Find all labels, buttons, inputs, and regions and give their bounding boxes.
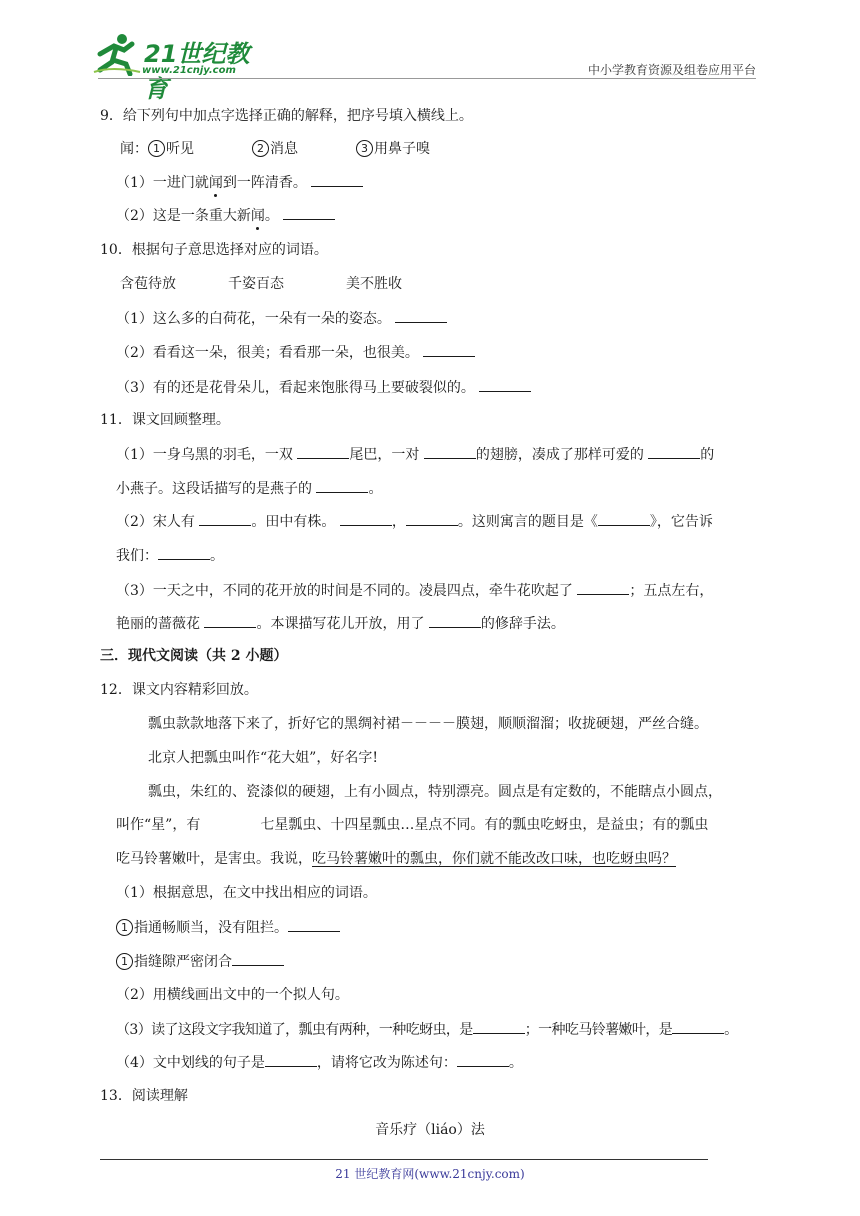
q9-options <box>120 139 430 159</box>
answer-blank[interactable] <box>340 511 392 526</box>
q12-sub-2: （2）用横线画出文中的一个拟人句。 <box>116 987 349 1003</box>
q9-s1-text-end: 到一阵清香。 <box>222 175 307 191</box>
q11-text: 。 <box>210 548 224 564</box>
answer-blank[interactable] <box>479 377 531 392</box>
page-header <box>0 0 860 103</box>
q11-line-2 <box>116 478 382 499</box>
q12-paragraph-3-line-2 <box>116 815 708 835</box>
answer-blank[interactable] <box>297 444 349 459</box>
answer-blank[interactable] <box>424 444 476 459</box>
circled-number-icon: 1 <box>116 919 133 936</box>
answer-blank[interactable] <box>316 478 368 493</box>
q12-text: 指缝隙严密闭合 <box>134 954 232 970</box>
answer-blank[interactable] <box>648 444 700 459</box>
q11-text: 的翅膀，凑成了那样可爱的 <box>475 447 644 463</box>
q9-sentence-1 <box>116 172 363 193</box>
q11-text: （3）一天之中，不同的花开放的时间是不同的。凌晨四点，牵牛花吹起了 <box>116 583 573 599</box>
q10-word-3: 美不胜收 <box>346 276 402 292</box>
answer-blank[interactable] <box>423 342 475 357</box>
q10-sentence-1 <box>116 308 447 329</box>
q9-s2-dotted-char: 闻 <box>250 208 265 224</box>
circled-number-icon: 3 <box>356 140 373 157</box>
q12-text: （4）文中划线的句子是 <box>116 1055 265 1071</box>
q12-text: 七星瓢虫、十四星瓢虫…星点不同。有的瓢虫吃蚜虫，是益虫；有的瓢虫 <box>260 817 709 833</box>
q11-text: 艳丽的蔷薇花 <box>116 616 200 632</box>
header-divider <box>98 78 756 79</box>
q9-option-2: 消息 <box>270 141 298 157</box>
q12-text: ，请将它改为陈述句： <box>316 1055 457 1071</box>
q12-paragraph-1: 瓢虫款款地落下来了，折好它的黑绸衬裙－－－－膜翅，顺顺溜溜；收拢硬翅，严丝合缝。 <box>148 716 708 732</box>
q11-text: 。本课描写花儿开放，用了 <box>256 616 425 632</box>
q12-sub-1: （1）根据意思，在文中找出相应的词语。 <box>116 885 377 901</box>
footer-divider <box>100 1159 708 1160</box>
q10-word-1: 含苞待放 <box>120 276 176 292</box>
q13-stem: 13．阅读理解 <box>100 1088 188 1104</box>
answer-blank[interactable] <box>457 1052 509 1067</box>
q9-s1-dotted-char: 闻 <box>208 175 223 191</box>
q13-passage-title: 音乐疗（liáo）法 <box>375 1122 485 1138</box>
q11-line-5 <box>116 580 713 601</box>
q12-sub-3 <box>116 1019 738 1040</box>
q12-paragraph-2: 北京人把瓢虫叫作“花大姐”，好名字! <box>148 750 378 766</box>
answer-blank[interactable] <box>288 917 340 932</box>
q12-sub-4 <box>116 1052 523 1073</box>
q11-text: 。这则寓言的题目是《 <box>457 514 598 530</box>
q11-text: 》，它告诉 <box>649 514 713 530</box>
q10-s1-text: （1）这么多的白荷花，一朵有一朵的姿态。 <box>116 311 391 327</box>
q11-text: （2）宋人有 <box>116 514 195 530</box>
q12-text: 。 <box>724 1022 738 1038</box>
q12-text: （3）读了这段文字我知道了，瓢虫有两种，一种吃蚜虫，是 <box>116 1022 473 1038</box>
q12-text: 指通畅顺当，没有阻拦。 <box>134 920 288 936</box>
answer-blank[interactable] <box>199 511 251 526</box>
q9-s2-text-end: 。 <box>264 208 279 224</box>
site-logo <box>92 32 262 103</box>
q12-underlined-sentence: 吃马铃薯嫩叶的瓢虫，你们就不能改改口味，也吃蚜虫吗？ <box>312 851 676 867</box>
answer-blank[interactable] <box>473 1019 525 1034</box>
answer-blank[interactable] <box>232 951 284 966</box>
answer-blank[interactable] <box>672 1019 724 1034</box>
q9-stem: 9．给下列句中加点字选择正确的解释，把序号填入横线上。 <box>100 108 473 124</box>
q11-text: 。 <box>368 481 383 497</box>
q12-sub-1a <box>116 917 340 938</box>
q12-stem: 12．课文内容精彩回放。 <box>100 682 258 698</box>
q11-line-1 <box>116 444 714 465</box>
q12-sub-1b <box>116 951 284 972</box>
q11-line-4 <box>116 545 224 566</box>
answer-blank[interactable] <box>158 545 210 560</box>
circled-number-icon: 1 <box>148 140 165 157</box>
answer-blank[interactable] <box>395 308 447 323</box>
section-heading: 三．现代文阅读（共 2 小题） <box>100 648 288 664</box>
q10-word-2: 千姿百态 <box>228 276 284 292</box>
q12-paragraph-3-line-3 <box>116 849 676 869</box>
q11-text: 。田中有株。 <box>251 514 336 530</box>
q9-option-3: 用鼻子嗅 <box>374 141 430 157</box>
q12-text: 。 <box>508 1055 523 1071</box>
q10-s3-text: （3）有的还是花骨朵儿，看起来饱胀得马上要破裂似的。 <box>116 380 475 396</box>
q10-sentence-3 <box>116 377 531 398</box>
q9-s2-text: （2）这是一条重大新 <box>116 208 251 224</box>
brand-url: www.21cnjy.com <box>142 65 236 76</box>
answer-blank[interactable] <box>311 172 363 187</box>
runner-logo-icon <box>92 32 142 76</box>
answer-blank[interactable] <box>577 580 629 595</box>
page-footer: 21 世纪教育网(www.21cnjy.com) <box>335 1167 525 1181</box>
q12-text: ；一种吃马铃薯嫩叶，是 <box>524 1022 673 1038</box>
q11-text: ；五点左右， <box>629 583 714 599</box>
q12-text: 叫作“星”，有 <box>116 817 201 833</box>
q9-sentence-2 <box>116 205 335 226</box>
q11-stem: 11．课文回顾整理。 <box>100 412 230 428</box>
answer-blank[interactable] <box>283 205 335 220</box>
q10-word-bank <box>120 274 402 294</box>
q10-sentence-2 <box>116 342 475 363</box>
q11-text: ， <box>391 514 406 530</box>
answer-blank[interactable] <box>429 613 481 628</box>
circled-number-icon: 2 <box>252 140 269 157</box>
q12-text: 吃马铃薯嫩叶，是害虫。我说， <box>116 851 312 867</box>
answer-blank[interactable] <box>406 511 458 526</box>
platform-tagline: 中小学教育资源及组卷应用平台 <box>587 63 756 77</box>
answer-blank[interactable] <box>598 511 650 526</box>
q11-text: 小燕子。这段话描写的是燕子的 <box>116 481 312 497</box>
q11-text: 的 <box>700 447 715 463</box>
q11-line-3 <box>116 511 713 532</box>
circled-number-icon: 1 <box>116 953 133 970</box>
q11-text: （1）一身乌黑的羽毛，一双 <box>116 447 293 463</box>
q11-text: 尾巴，一对 <box>349 447 420 463</box>
brand-name: 21世纪教育 <box>144 40 250 103</box>
answer-blank[interactable] <box>204 613 256 628</box>
q12-paragraph-3-line-1: 瓢虫，朱红的、瓷漆似的硬翅，上有小圆点，特别漂亮。圆点是有定数的，不能瞎点小圆点， <box>148 784 722 800</box>
q9-options-prefix: 闻： <box>120 141 148 157</box>
q9-option-1: 听见 <box>166 141 194 157</box>
q11-line-6 <box>116 613 565 634</box>
q11-text: 的修辞手法。 <box>480 616 565 632</box>
q11-text: 我们： <box>116 548 158 564</box>
q10-s2-text: （2）看看这一朵，很美；看看那一朵，也很美。 <box>116 345 419 361</box>
q10-stem: 10．根据句子意思选择对应的词语。 <box>100 242 328 258</box>
q9-s1-text: （1）一进门就 <box>116 175 209 191</box>
answer-blank[interactable] <box>265 1052 317 1067</box>
